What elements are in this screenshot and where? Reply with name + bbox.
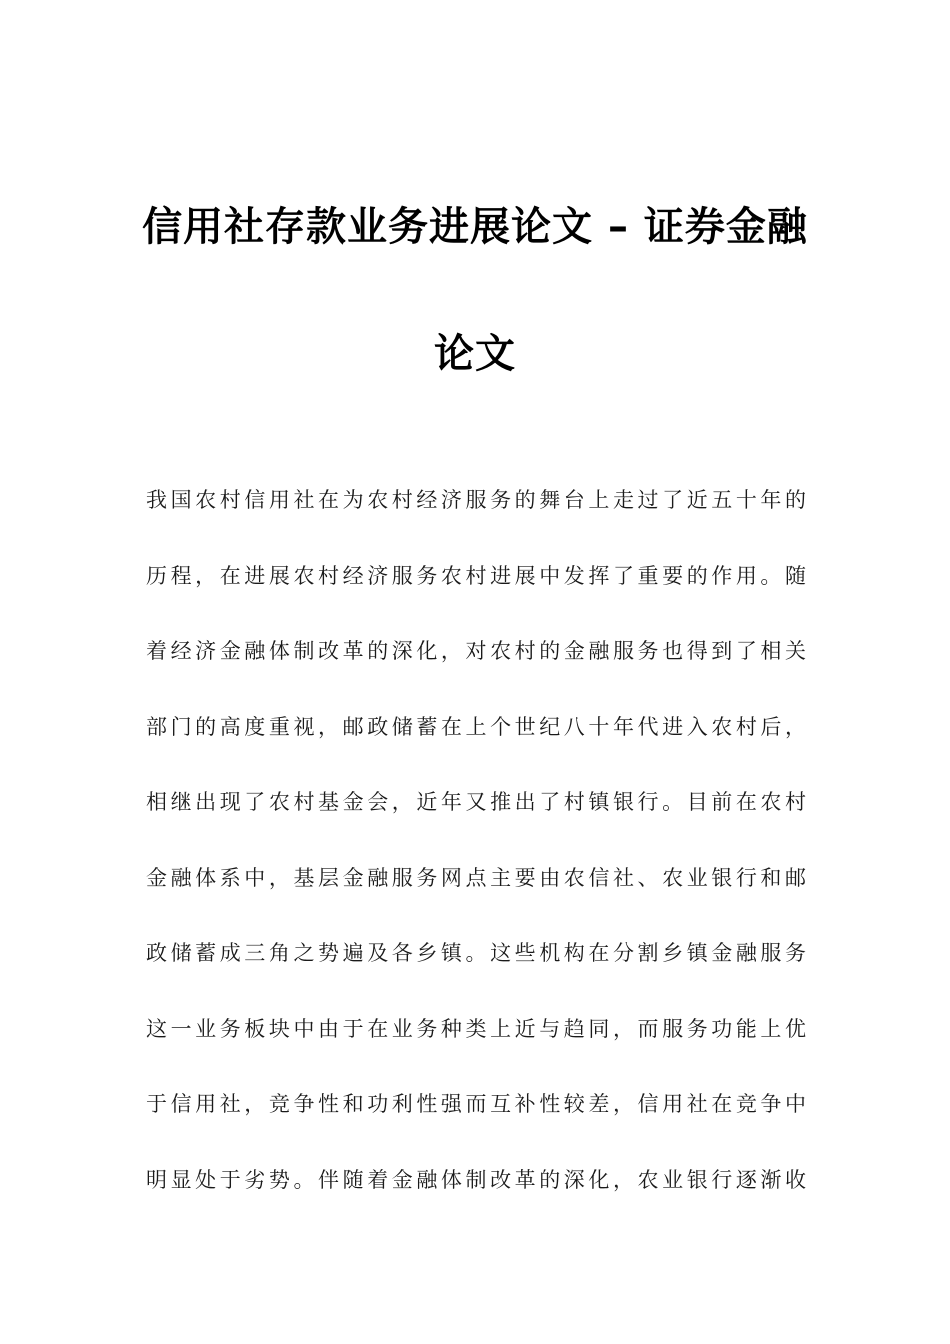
body-line: 于信用社，竞争性和功利性强而互补性较差，信用社在竞争中 bbox=[146, 1092, 806, 1116]
body-line: 相继出现了农村基金会，近年又推出了村镇银行。目前在农村 bbox=[146, 790, 806, 814]
body-line: 这一业务板块中由于在业务种类上近与趋同，而服务功能上优 bbox=[146, 1016, 806, 1041]
body-line: 明显处于劣势。伴随着金融体制改革的深化，农业银行逐渐收 bbox=[146, 1167, 806, 1192]
body-line: 政储蓄成三角之势遍及各乡镇。这些机构在分割乡镇金融服务 bbox=[146, 941, 806, 965]
document-body bbox=[146, 472, 806, 1227]
document-title-line-1: 信用社存款业务进展论文 – 证券金融 bbox=[142, 204, 808, 250]
body-line: 我国农村信用社在为农村经济服务的舞台上走过了近五十年的 bbox=[146, 488, 806, 512]
document-title-line-2: 论文 bbox=[434, 331, 516, 377]
body-line: 金融体系中，基层金融服务网点主要由农信社、农业银行和邮 bbox=[146, 865, 806, 890]
body-line: 部门的高度重视，邮政储蓄在上个世纪八十年代进入农村后， bbox=[146, 714, 806, 739]
body-line: 历程，在进展农村经济服务农村进展中发挥了重要的作用。随 bbox=[146, 563, 806, 588]
body-line: 着经济金融体制改革的深化，对农村的金融服务也得到了相关 bbox=[146, 639, 806, 663]
